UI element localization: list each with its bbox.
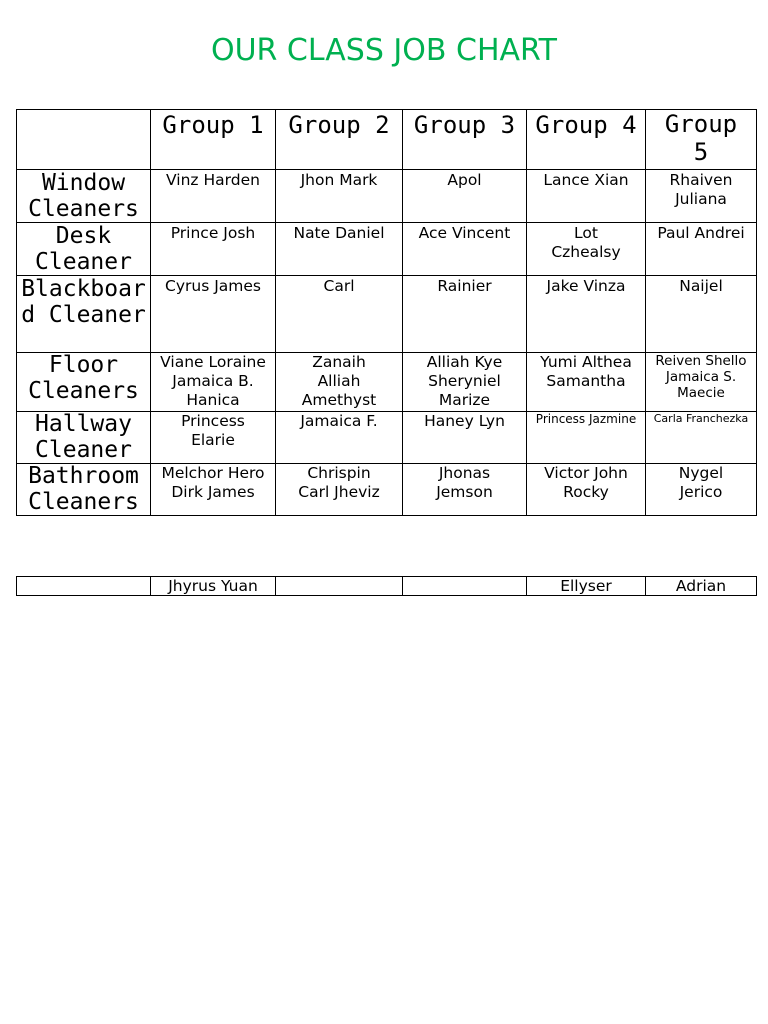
member-cell: Princess Elarie — [151, 412, 276, 464]
member-cell: Princess Jazmine — [527, 412, 646, 464]
member-cell: Naijel — [646, 276, 757, 353]
member-cell: Jhonas Jemson — [403, 464, 527, 516]
member-cell: Ace Vincent — [403, 223, 527, 276]
job-label: Desk Cleaner — [17, 223, 151, 276]
table-row — [17, 412, 757, 464]
member-cell: Zanaih Alliah Amethyst — [276, 353, 403, 412]
member-cell: Vinz Harden — [151, 170, 276, 223]
member-cell: Jhon Mark — [276, 170, 403, 223]
group-header: Group 5 — [646, 110, 757, 170]
member-cell: Jamaica F. — [276, 412, 403, 464]
member-cell: Reiven Shello Jamaica S. Maecie — [646, 353, 757, 412]
group-header: Group 3 — [403, 110, 527, 170]
member-cell: Rainier — [403, 276, 527, 353]
member-cell: Lot Czhealsy — [527, 223, 646, 276]
member-cell: Melchor Hero Dirk James — [151, 464, 276, 516]
extra-cell: Jhyrus Yuan — [151, 577, 276, 596]
member-cell: Apol — [403, 170, 527, 223]
member-cell: Lance Xian — [527, 170, 646, 223]
member-cell: Nate Daniel — [276, 223, 403, 276]
member-cell: Carla Franchezka — [646, 412, 757, 464]
extra-table — [16, 576, 757, 596]
member-cell: Jake Vinza — [527, 276, 646, 353]
extra-cell — [17, 577, 151, 596]
group-header: Group 1 — [151, 110, 276, 170]
extra-cell — [403, 577, 527, 596]
job-chart-table — [16, 109, 757, 516]
job-label: Hallway Cleaner — [17, 412, 151, 464]
member-cell: Viane Loraine Jamaica B. Hanica — [151, 353, 276, 412]
job-label: Bathroom Cleaners — [17, 464, 151, 516]
group-header: Group 4 — [527, 110, 646, 170]
member-cell: Nygel Jerico — [646, 464, 757, 516]
table-row — [17, 276, 757, 353]
member-cell: Carl — [276, 276, 403, 353]
job-label: Window Cleaners — [17, 170, 151, 223]
extra-row — [17, 577, 757, 596]
job-label: Blackboard Cleaner — [17, 276, 151, 353]
corner-cell — [17, 110, 151, 170]
table-row — [17, 464, 757, 516]
job-label: Floor Cleaners — [17, 353, 151, 412]
member-cell: Rhaiven Juliana — [646, 170, 757, 223]
table-row — [17, 353, 757, 412]
table-row — [17, 170, 757, 223]
member-cell: Cyrus James — [151, 276, 276, 353]
group-header: Group 2 — [276, 110, 403, 170]
member-cell: Victor John Rocky — [527, 464, 646, 516]
member-cell: Prince Josh — [151, 223, 276, 276]
extra-cell — [276, 577, 403, 596]
table-row — [17, 223, 757, 276]
member-cell: Paul Andrei — [646, 223, 757, 276]
member-cell: Alliah Kye Sheryniel Marize — [403, 353, 527, 412]
member-cell: Yumi Althea Samantha — [527, 353, 646, 412]
member-cell: Chrispin Carl Jheviz — [276, 464, 403, 516]
header-row — [17, 110, 757, 170]
member-cell: Haney Lyn — [403, 412, 527, 464]
extra-cell: Adrian — [646, 577, 757, 596]
extra-cell: Ellyser — [527, 577, 646, 596]
page-title: OUR CLASS JOB CHART — [210, 33, 558, 68]
